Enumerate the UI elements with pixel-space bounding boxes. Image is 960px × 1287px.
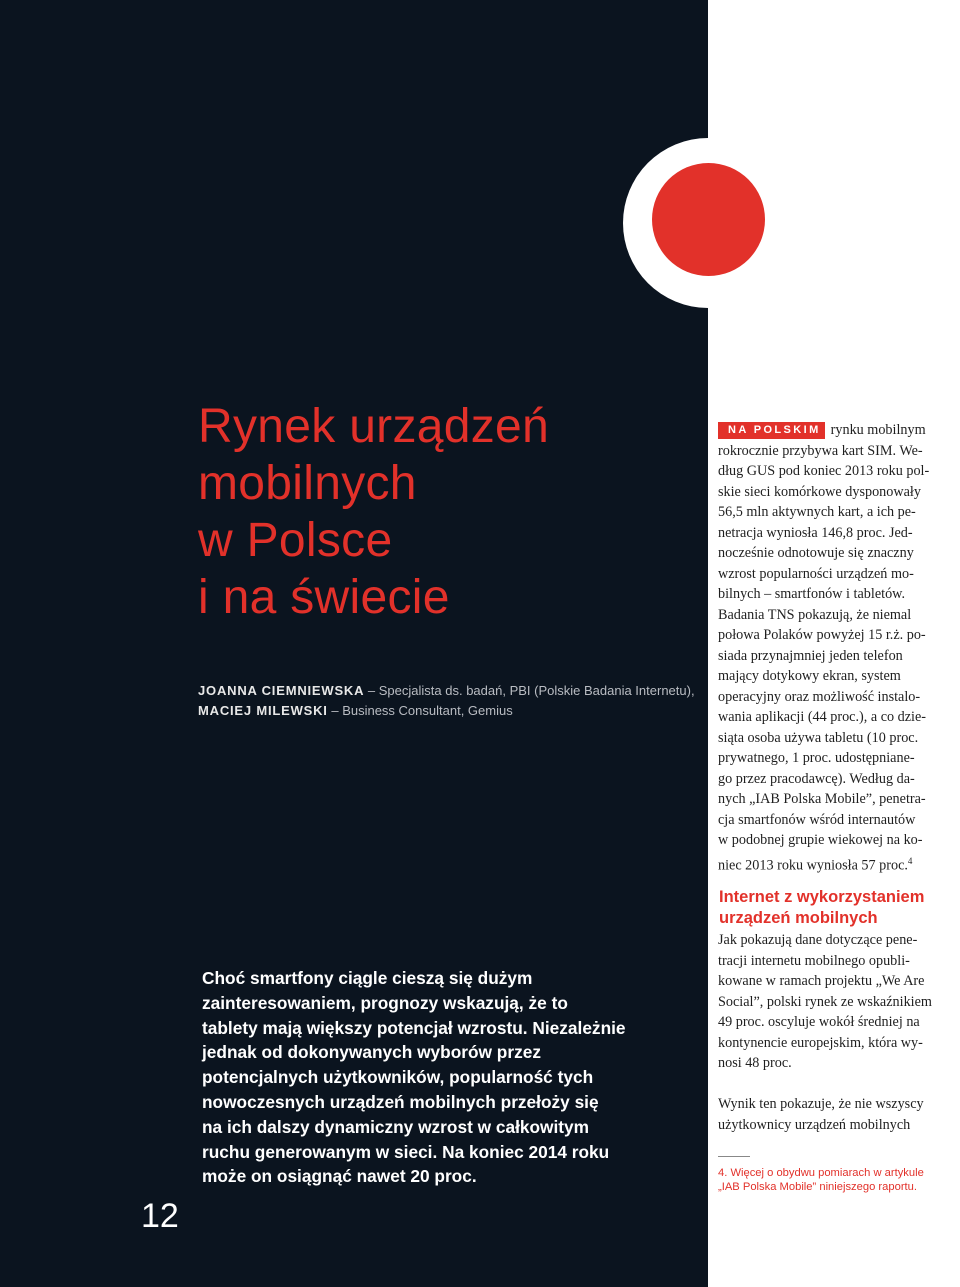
footnote-line: 4. Więcej o obydwu pomiarach w artykule	[718, 1167, 924, 1179]
lead-line: nowoczesnych urządzeń mobilnych przełoży się	[202, 1091, 599, 1112]
footnote-divider	[718, 1156, 750, 1157]
footnote-line: „IAB Polska Mobile” niniejszego raportu.	[718, 1181, 917, 1193]
body-line: 49 proc. oscyluje wokół średniej na	[718, 1014, 920, 1030]
lead-line: tablety mają większy potencjał wzrostu. Niezależnie	[202, 1017, 626, 1038]
red-dot	[652, 163, 765, 276]
footnote	[718, 1166, 960, 1194]
body-line: siada przynajmniej jeden telefon	[718, 647, 903, 664]
body-line: wania aplikacji (44 proc.), a co dzie-	[718, 709, 926, 725]
body-line: go przez pracodawcę). Według da-	[718, 770, 915, 787]
lead-line: może on osiągnąć nawet 20 proc.	[202, 1166, 477, 1187]
subheading-line: Internet z wykorzystaniem	[719, 888, 925, 906]
body-line: użytkownicy urządzeń mobilnych	[718, 1116, 911, 1133]
body-line: Badania TNS pokazują, że niemal	[718, 606, 912, 623]
body-paragraph-3	[718, 1094, 958, 1135]
section-tag: NA POLSKIM	[718, 422, 825, 439]
page-number: 12	[141, 1197, 179, 1235]
body-line: operacyjny oraz możliwość instalo-	[718, 688, 921, 705]
body-line: skie sieci komórkowe dysponowały	[718, 483, 921, 500]
subheading	[719, 887, 959, 928]
body-line: rokrocznie przybywa kart SIM. We-	[718, 442, 923, 459]
lead-line: zainteresowaniem, prognozy wskazują, że to	[202, 992, 568, 1013]
body-line: nych „IAB Polska Mobile”, penetra-	[718, 791, 926, 807]
body-line: netracja wyniosła 146,8 proc. Jed-	[718, 524, 913, 541]
paragraph-first-line	[718, 420, 958, 441]
body-line: siąta osoba używa tabletu (10 proc.	[718, 729, 919, 746]
lead-line: na ich dalszy dynamiczny wzrost w całkowitym	[202, 1116, 590, 1137]
lead-line: jednak od dokonywanych wyborów przez	[202, 1042, 541, 1063]
body-line: bilnych – smartfonów i tabletów.	[718, 586, 906, 602]
author-name: JOANNA CIEMNIEWSKA	[198, 683, 365, 698]
body-line: tracji internetu mobilnego opubli-	[718, 952, 910, 969]
author-role: – Specjalista ds. badań, PBI (Polskie Badania Internetu),	[364, 683, 695, 698]
author-line	[198, 703, 513, 718]
body-line: kowane w ramach projektu „We Are	[718, 973, 925, 989]
author-name: MACIEJ MILEWSKI	[198, 703, 328, 718]
body-line: nocześnie odnotowuje się znaczny	[718, 545, 914, 561]
body-line: połowa Polaków powyżej 15 r.ż. po-	[718, 627, 926, 643]
title-line: w Polsce	[198, 514, 393, 567]
body-line: 56,5 mln aktywnych kart, a ich pe-	[718, 504, 916, 520]
title-line: mobilnych	[198, 457, 417, 510]
footnote-ref: 4	[907, 855, 913, 866]
body-line: Wynik ten pokazuje, że nie wszyscy	[718, 1096, 924, 1112]
body-paragraph-2	[718, 930, 958, 1074]
lead-line: Choć smartfony ciągle cieszą się dużym	[202, 968, 533, 988]
title-line: Rynek urządzeń	[198, 400, 550, 453]
body-paragraph-1	[718, 420, 958, 876]
body-line: nosi 48 proc.	[718, 1055, 792, 1071]
body-line: w podobnej grupie wiekowej na ko-	[718, 832, 923, 848]
author-role: – Business Consultant, Gemius	[327, 703, 513, 718]
title-line: i na świecie	[198, 571, 450, 624]
body-line: prywatnego, 1 proc. udostępniane-	[718, 750, 915, 766]
subheading-line: urządzeń mobilnych	[719, 908, 878, 927]
lead-line: potencjalnych użytkowników, popularność tych	[202, 1067, 594, 1088]
body-line: Jak pokazują dane dotyczące pene-	[718, 932, 918, 948]
article-title	[198, 398, 678, 626]
lead-line: ruchu generowanym w sieci. Na koniec 2014 roku	[202, 1141, 610, 1162]
body-line: rynku mobilnym	[830, 422, 926, 438]
body-line: kontynencie europejskim, która wy-	[718, 1034, 923, 1051]
lead-paragraph	[202, 966, 660, 1189]
author-line	[198, 683, 695, 698]
body-line: Social”, polski rynek ze wskaźnikiem	[718, 993, 932, 1010]
body-line: mający dotykowy ekran, system	[718, 668, 901, 684]
paragraph-last-line	[718, 851, 958, 876]
body-line: wzrost popularności urządzeń mo-	[718, 565, 914, 582]
body-line: dług GUS pod koniec 2013 roku pol-	[718, 463, 930, 479]
body-line: cja smartfonów wśród internautów	[718, 811, 916, 828]
body-line: niec 2013 roku wyniosła 57 proc.	[718, 857, 908, 874]
